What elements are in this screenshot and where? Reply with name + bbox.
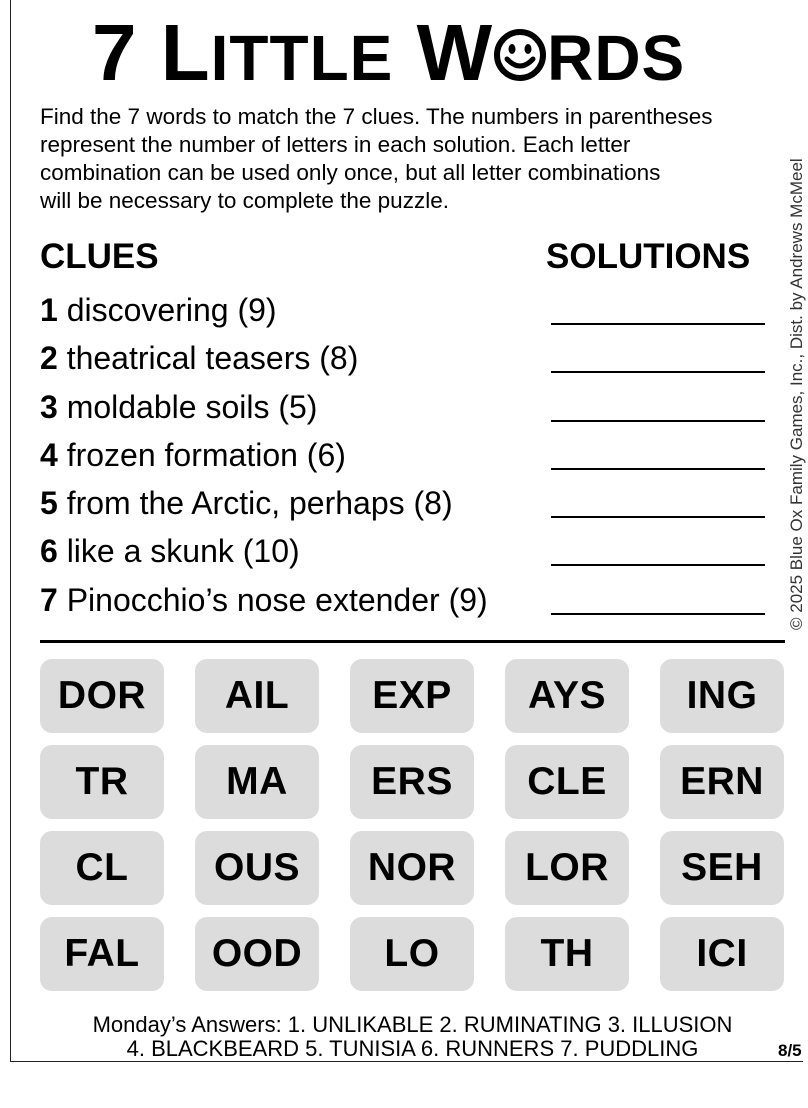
letter-tile[interactable]: ERN <box>660 745 784 819</box>
letter-tile[interactable]: FAL <box>40 917 164 991</box>
clue-number: 5 <box>40 485 58 521</box>
title-part: 7 L <box>92 8 211 97</box>
clue-text: discovering (9) <box>57 292 277 328</box>
clue-row <box>40 482 765 524</box>
clue-number: 3 <box>40 389 58 425</box>
smiley-icon <box>493 28 547 82</box>
letter-tile[interactable]: TH <box>505 917 629 991</box>
letter-tile[interactable]: OUS <box>195 831 319 905</box>
solutions-heading: SOLUTIONS <box>546 237 751 276</box>
clue-number: 7 <box>40 582 58 618</box>
letter-tile[interactable]: CL <box>40 831 164 905</box>
clue-row <box>40 434 765 476</box>
letter-tile[interactable]: ERS <box>350 745 474 819</box>
clue-number: 6 <box>40 533 58 569</box>
solution-blank[interactable] <box>551 468 765 470</box>
clue-row <box>40 579 765 621</box>
solution-blank[interactable] <box>551 516 765 518</box>
clue-text: Pinocchio’s nose extender (9) <box>57 582 488 618</box>
puzzle-title <box>92 8 732 98</box>
letter-tile[interactable]: OOD <box>195 917 319 991</box>
puzzle-date: 8/5 <box>778 1041 802 1060</box>
clue-text: theatrical teasers (8) <box>57 340 359 376</box>
title-part: RDS <box>547 22 686 94</box>
instructions-line: Find the 7 words to match the 7 clues. The numbers in parentheses <box>40 104 713 129</box>
letter-tile[interactable]: EXP <box>350 659 474 733</box>
letter-tile[interactable]: AIL <box>195 659 319 733</box>
copyright-notice: © 2025 Blue Ox Family Games, Inc., Dist. by Andrews McMeel <box>787 158 806 630</box>
letter-tile[interactable]: CLE <box>505 745 629 819</box>
instructions-line: represent the number of letters in each solution. Each letter <box>40 132 631 157</box>
solution-blank[interactable] <box>551 371 765 373</box>
clue-row <box>40 386 765 428</box>
instructions <box>40 103 785 215</box>
clue-number: 4 <box>40 437 58 473</box>
clue-text: from the Arctic, perhaps (8) <box>57 485 453 521</box>
letter-tile[interactable]: LO <box>350 917 474 991</box>
title-part: ITTLE <box>210 22 394 94</box>
clue-text: like a skunk (10) <box>57 533 300 569</box>
letter-tile[interactable]: MA <box>195 745 319 819</box>
divider-rule <box>40 640 785 643</box>
solution-blank[interactable] <box>551 564 765 566</box>
letter-tile[interactable]: DOR <box>40 659 164 733</box>
clue-text: moldable soils (5) <box>57 389 318 425</box>
letter-tile[interactable]: NOR <box>350 831 474 905</box>
solution-blank[interactable] <box>551 323 765 325</box>
clues-heading: CLUES <box>40 237 159 276</box>
letter-tile[interactable]: AYS <box>505 659 629 733</box>
solution-blank[interactable] <box>551 613 765 615</box>
clue-text: frozen formation (6) <box>57 437 346 473</box>
answers-line: 4. BLACKBEARD 5. TUNISIA 6. RUNNERS 7. PUDDLING <box>126 1036 699 1061</box>
answers-line: Monday’s Answers: 1. UNLIKABLE 2. RUMINATING 3. ILLUSION <box>92 1012 733 1037</box>
clue-number: 2 <box>40 340 58 376</box>
letter-tile[interactable]: SEH <box>660 831 784 905</box>
letter-tile[interactable]: ICI <box>660 917 784 991</box>
letter-tile[interactable]: ING <box>660 659 784 733</box>
previous-answers <box>40 1013 785 1061</box>
clue-number: 1 <box>40 292 58 328</box>
clue-row <box>40 289 765 331</box>
letter-tile[interactable]: TR <box>40 745 164 819</box>
title-part: W <box>416 8 494 97</box>
clue-row <box>40 337 765 379</box>
solution-blank[interactable] <box>551 420 765 422</box>
letter-tile[interactable]: LOR <box>505 831 629 905</box>
instructions-line: combination can be used only once, but all letter combinations <box>40 160 661 185</box>
instructions-line: will be necessary to complete the puzzle. <box>40 188 449 213</box>
clue-row <box>40 530 765 572</box>
